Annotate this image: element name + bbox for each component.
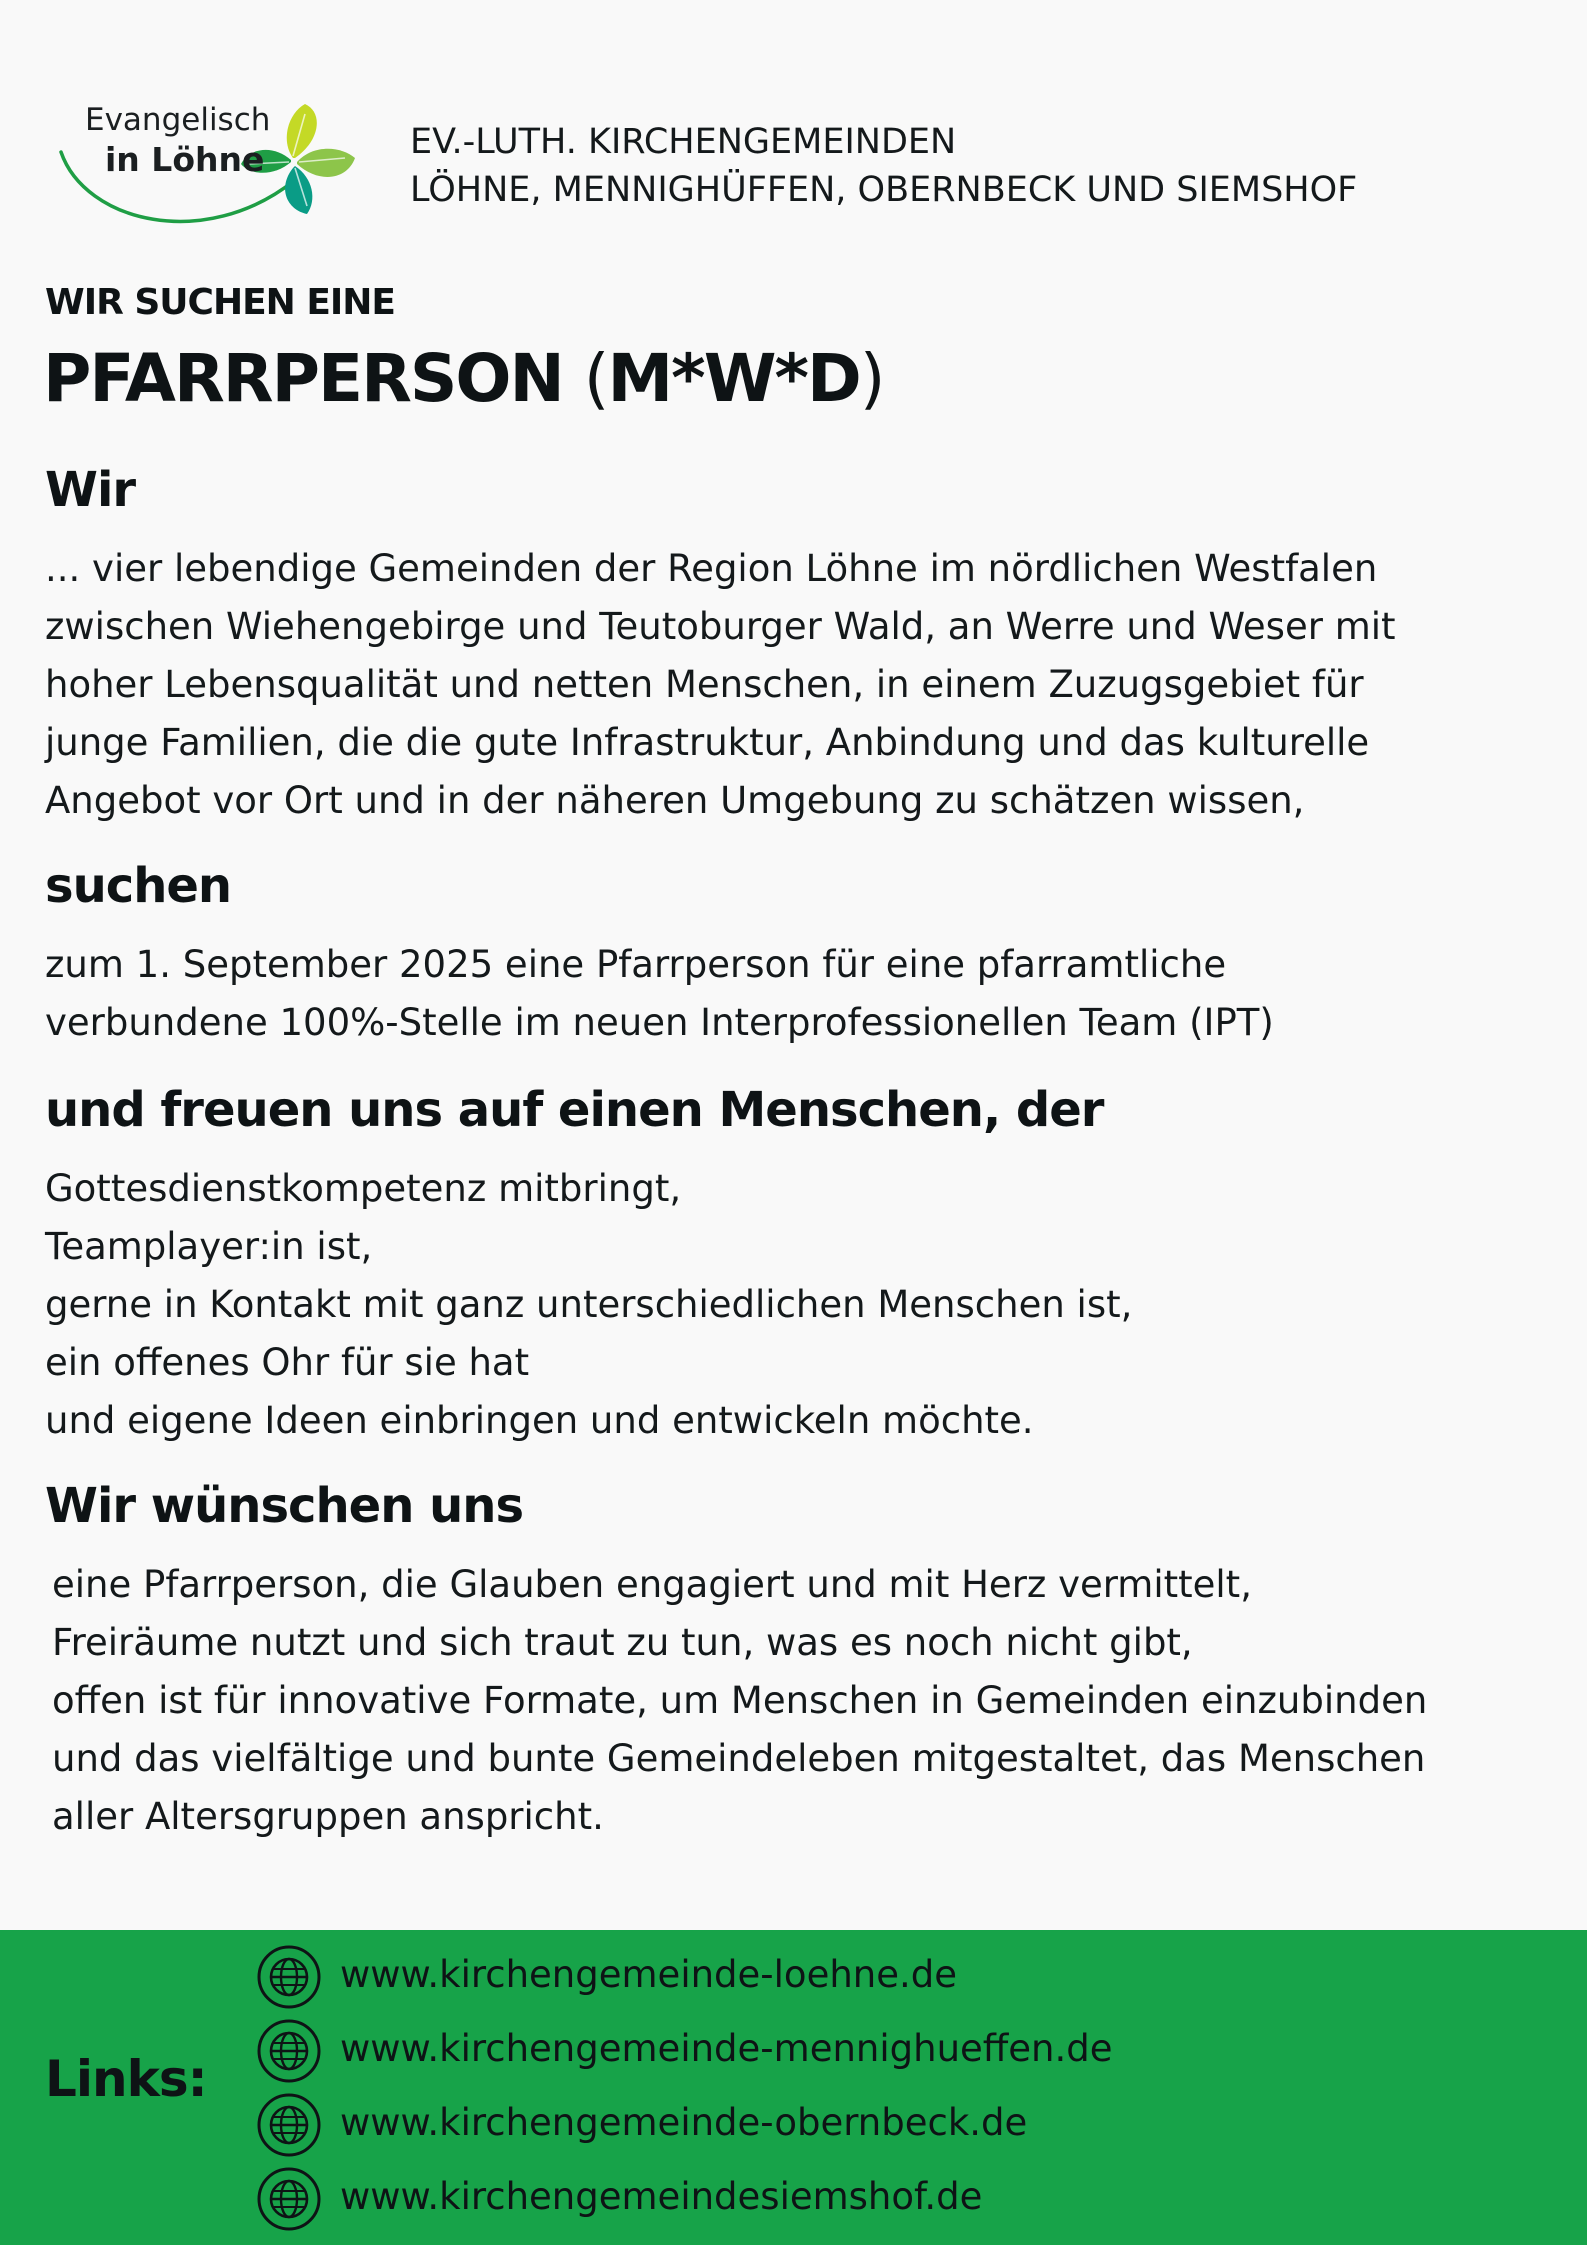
footer-links-bar [0, 1930, 1587, 2245]
section-body-wir [45, 540, 1396, 830]
text-line: Freiräume nutzt und sich traut zu tun, was es noch nicht gibt, [52, 1621, 1193, 1664]
section-body-freuen [45, 1160, 1132, 1450]
section-body-wuenschen [52, 1556, 1427, 1846]
link-url-loehne[interactable]: www.kirchengemeinde-loehne.de [340, 1953, 958, 1996]
text-line: Gottesdienstkompetenz mitbringt, [45, 1167, 682, 1210]
organization-line-1: EV.-LUTH. KIRCHENGEMEINDEN [410, 122, 957, 162]
logo-text-evangelisch: Evangelisch [85, 102, 271, 138]
text-line: aller Altersgruppen anspricht. [52, 1795, 604, 1838]
text-line: Angebot vor Ort und in der näheren Umgebung zu schätzen wissen, [45, 779, 1305, 822]
section-heading-suchen: suchen [45, 858, 232, 914]
link-row[interactable] [256, 2018, 1356, 2084]
text-line: Teamplayer:in ist, [45, 1225, 373, 1268]
text-line: zwischen Wiehengebirge und Teutoburger Wald, an Werre und Weser mit [45, 605, 1396, 648]
logo-text-in-loehne: in Löhne [105, 140, 265, 179]
header [55, 92, 1555, 242]
section-body-suchen [45, 936, 1274, 1052]
globe-icon [256, 2166, 322, 2232]
text-line: ... vier lebendige Gemeinden der Region Löhne im nördlichen Westfalen [45, 547, 1378, 590]
text-line: verbundene 100%-Stelle im neuen Interprofessionellen Team (IPT) [45, 1001, 1274, 1044]
title-main: PFARRPERSON [43, 340, 584, 417]
links-label: Links: [45, 2050, 207, 2108]
kicker-text: WIR SUCHEN EINE [45, 282, 396, 323]
globe-icon [256, 2018, 322, 2084]
text-line: und das vielfältige und bunte Gemeindeleben mitgestaltet, das Menschen [52, 1737, 1426, 1780]
text-line: und eigene Ideen einbringen und entwickeln möchte. [45, 1399, 1034, 1442]
link-row[interactable] [256, 2092, 1356, 2158]
title-close-paren: ) [859, 340, 884, 417]
title-mwd: M*W*D [607, 340, 860, 417]
title-open-paren: ( [583, 340, 608, 417]
link-row[interactable] [256, 2166, 1356, 2232]
globe-icon [256, 2092, 322, 2158]
logo [55, 92, 385, 242]
link-url-obernbeck[interactable]: www.kirchengemeinde-obernbeck.de [340, 2101, 1028, 2144]
text-line: gerne in Kontakt mit ganz unterschiedlichen Menschen ist, [45, 1283, 1133, 1326]
organization-name [410, 118, 1357, 214]
link-row[interactable] [256, 1944, 1356, 2010]
section-heading-wuenschen: Wir wünschen uns [45, 1478, 524, 1534]
text-line: offen ist für innovative Formate, um Menschen in Gemeinden einzubinden [52, 1679, 1428, 1722]
section-heading-freuen: und freuen uns auf einen Menschen, der [45, 1082, 1104, 1138]
text-line: ein offenes Ohr für sie hat [45, 1341, 530, 1384]
text-line: eine Pfarrperson, die Glauben engagiert und mit Herz vermittelt, [52, 1563, 1252, 1606]
text-line: zum 1. September 2025 eine Pfarrperson für eine pfarramtliche [45, 943, 1227, 986]
link-url-siemshof[interactable]: www.kirchengemeindesiemshof.de [340, 2175, 983, 2218]
text-line: hoher Lebensqualität und netten Menschen, in einem Zuzugsgebiet für [45, 663, 1364, 706]
link-url-mennighueffen[interactable]: www.kirchengemeinde-mennighueffen.de [340, 2027, 1113, 2070]
text-line: junge Familien, die die gute Infrastruktur, Anbindung und das kulturelle [45, 721, 1370, 764]
globe-icon [256, 1944, 322, 2010]
organization-line-2: LÖHNE, MENNIGHÜFFEN, OBERNBECK UND SIEMSHOF [410, 170, 1358, 210]
section-heading-wir: Wir [45, 462, 136, 518]
page-title [43, 340, 884, 417]
